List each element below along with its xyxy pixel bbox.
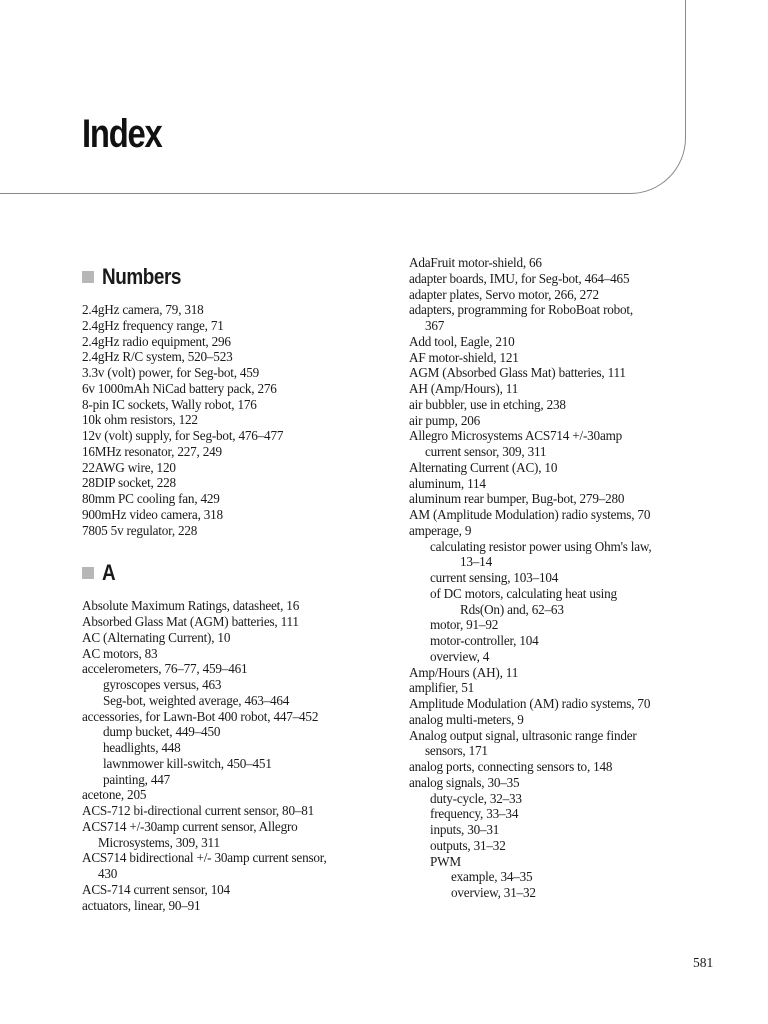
index-entry: analog multi-meters, 9 bbox=[409, 711, 524, 727]
index-entry: air bubbler, use in etching, 238 bbox=[409, 396, 566, 412]
index-entry: 10k ohm resistors, 122 bbox=[82, 412, 198, 428]
index-entry: ACS-714 current sensor, 104 bbox=[82, 881, 230, 897]
index-entry: 22AWG wire, 120 bbox=[82, 459, 176, 475]
index-subentry: overview, 4 bbox=[430, 648, 490, 664]
index-subentry: inputs, 30–31 bbox=[430, 822, 500, 837]
index-subentry: calculating resistor power using Ohm's law, bbox=[430, 538, 652, 554]
index-entry: aluminum rear bumper, Bug-bot, 279–280 bbox=[409, 491, 625, 507]
index-entry: accessories, for Lawn-Bot 400 robot, 447–452 bbox=[82, 708, 319, 724]
index-entry: aluminum, 114 bbox=[409, 475, 486, 491]
index-entry: 8-pin IC sockets, Wally robot, 176 bbox=[82, 396, 257, 412]
a-entry-list bbox=[82, 598, 382, 913]
index-entry: 28DIP socket, 228 bbox=[82, 475, 176, 491]
index-subentry: duty-cycle, 32–33 bbox=[430, 790, 522, 806]
index-subentry: PWM bbox=[430, 853, 461, 869]
index-entry: air pump, 206 bbox=[409, 412, 481, 428]
index-entry: 900mHz video camera, 318 bbox=[82, 506, 223, 522]
index-subentry: outputs, 31–32 bbox=[430, 837, 506, 853]
page-title: Index bbox=[82, 112, 162, 156]
section-heading-numbers: Numbers bbox=[82, 262, 382, 292]
square-bullet-icon bbox=[82, 271, 94, 283]
index-entry: 6v 1000mAh NiCad battery pack, 276 bbox=[82, 380, 277, 396]
index-entry: ACS714 bidirectional +/- 30amp current sensor, bbox=[82, 850, 327, 866]
index-entry-continuation: 13–14 bbox=[460, 554, 492, 570]
index-entry-continuation: sensors, 171 bbox=[425, 743, 488, 759]
index-entry: AC motors, 83 bbox=[82, 645, 158, 661]
index-entry: AM (Amplitude Modulation) radio systems, 70 bbox=[409, 507, 651, 522]
index-subentry: painting, 447 bbox=[103, 771, 170, 787]
index-entry: analog signals, 30–35 bbox=[409, 774, 520, 790]
index-subentry: motor, 91–92 bbox=[430, 617, 499, 633]
index-subentry: motor-controller, 104 bbox=[430, 633, 539, 648]
page-number: 581 bbox=[693, 955, 714, 970]
index-entry: Amp/Hours (AH), 11 bbox=[409, 664, 519, 680]
index-entry: AH (Amp/Hours), 11 bbox=[409, 381, 519, 396]
section-heading-a: A bbox=[82, 558, 382, 588]
index-entry: Allegro Microsystems ACS714 +/-30amp bbox=[409, 428, 623, 444]
index-entry: accelerometers, 76–77, 459–461 bbox=[82, 661, 248, 677]
index-entry-continuation: Microsystems, 309, 311 bbox=[98, 834, 220, 850]
index-entry: analog ports, connecting sensors to, 148 bbox=[409, 759, 613, 774]
index-entry-continuation: current sensor, 309, 311 bbox=[425, 444, 547, 459]
index-entry: AF motor-shield, 121 bbox=[409, 349, 519, 365]
index-entry: Alternating Current (AC), 10 bbox=[409, 459, 558, 475]
index-entry: Absolute Maximum Ratings, datasheet, 16 bbox=[82, 598, 300, 614]
index-subentry: gyroscopes versus, 463 bbox=[103, 677, 222, 692]
index-entry: Add tool, Eagle, 210 bbox=[409, 333, 515, 349]
index-entry: AGM (Absorbed Glass Mat) batteries, 111 bbox=[409, 365, 626, 381]
index-column-left bbox=[82, 262, 382, 913]
index-subsubentry: example, 34–35 bbox=[451, 869, 533, 885]
index-entry: Analog output signal, ultrasonic range finder bbox=[409, 727, 637, 743]
index-entry: adapter boards, IMU, for Seg-bot, 464–465 bbox=[409, 270, 630, 286]
index-entry: 7805 5v regulator, 228 bbox=[82, 522, 198, 538]
index-entry: Amplitude Modulation (AM) radio systems, 70 bbox=[409, 696, 651, 711]
index-subentry: lawnmower kill-switch, 450–451 bbox=[103, 755, 272, 771]
index-entry: 2.4gHz R/C system, 520–523 bbox=[82, 349, 233, 365]
index-subentry: Seg-bot, weighted average, 463–464 bbox=[103, 692, 290, 708]
index-column-right bbox=[409, 255, 709, 901]
numbers-entry-list bbox=[82, 302, 382, 538]
index-subentry: dump bucket, 449–450 bbox=[103, 724, 221, 740]
index-entry: 2.4gHz camera, 79, 318 bbox=[82, 302, 204, 317]
index-entry-continuation: Rds(On) and, 62–63 bbox=[460, 601, 564, 617]
index-entry: ACS-712 bi-directional current sensor, 80–81 bbox=[82, 803, 315, 818]
index-subentry: of DC motors, calculating heat using bbox=[430, 585, 617, 601]
index-subentry: frequency, 33–34 bbox=[430, 806, 519, 822]
index-entry: 16MHz resonator, 227, 249 bbox=[82, 443, 222, 459]
index-entry: amperage, 9 bbox=[409, 522, 472, 538]
index-entry: 3.3v (volt) power, for Seg-bot, 459 bbox=[82, 365, 260, 380]
index-subentry: current sensing, 103–104 bbox=[430, 570, 559, 585]
a-continued-entry-list bbox=[409, 255, 709, 901]
index-entry: ACS714 +/-30amp current sensor, Allegro bbox=[82, 818, 298, 834]
index-entry: acetone, 205 bbox=[82, 787, 147, 803]
index-entry: 2.4gHz frequency range, 71 bbox=[82, 317, 224, 333]
index-entry: 12v (volt) supply, for Seg-bot, 476–477 bbox=[82, 428, 284, 443]
chapter-header-frame bbox=[0, 0, 686, 194]
index-entry: 2.4gHz radio equipment, 296 bbox=[82, 333, 231, 349]
index-entry: adapter plates, Servo motor, 266, 272 bbox=[409, 286, 599, 302]
index-entry-continuation: 367 bbox=[425, 318, 445, 333]
square-bullet-icon bbox=[82, 567, 94, 579]
index-entry: actuators, linear, 90–91 bbox=[82, 897, 201, 913]
index-subsubentry: overview, 31–32 bbox=[451, 885, 536, 900]
index-entry-continuation: 430 bbox=[98, 866, 118, 881]
index-subentry: headlights, 448 bbox=[103, 740, 181, 755]
index-entry: 80mm PC cooling fan, 429 bbox=[82, 491, 220, 506]
index-entry: adapters, programming for RoboBoat robot, bbox=[409, 302, 633, 318]
index-entry: AdaFruit motor-shield, 66 bbox=[409, 255, 542, 270]
index-entry: Absorbed Glass Mat (AGM) batteries, 111 bbox=[82, 614, 299, 629]
index-entry: amplifier, 51 bbox=[409, 680, 474, 696]
index-entry: AC (Alternating Current), 10 bbox=[82, 629, 231, 645]
